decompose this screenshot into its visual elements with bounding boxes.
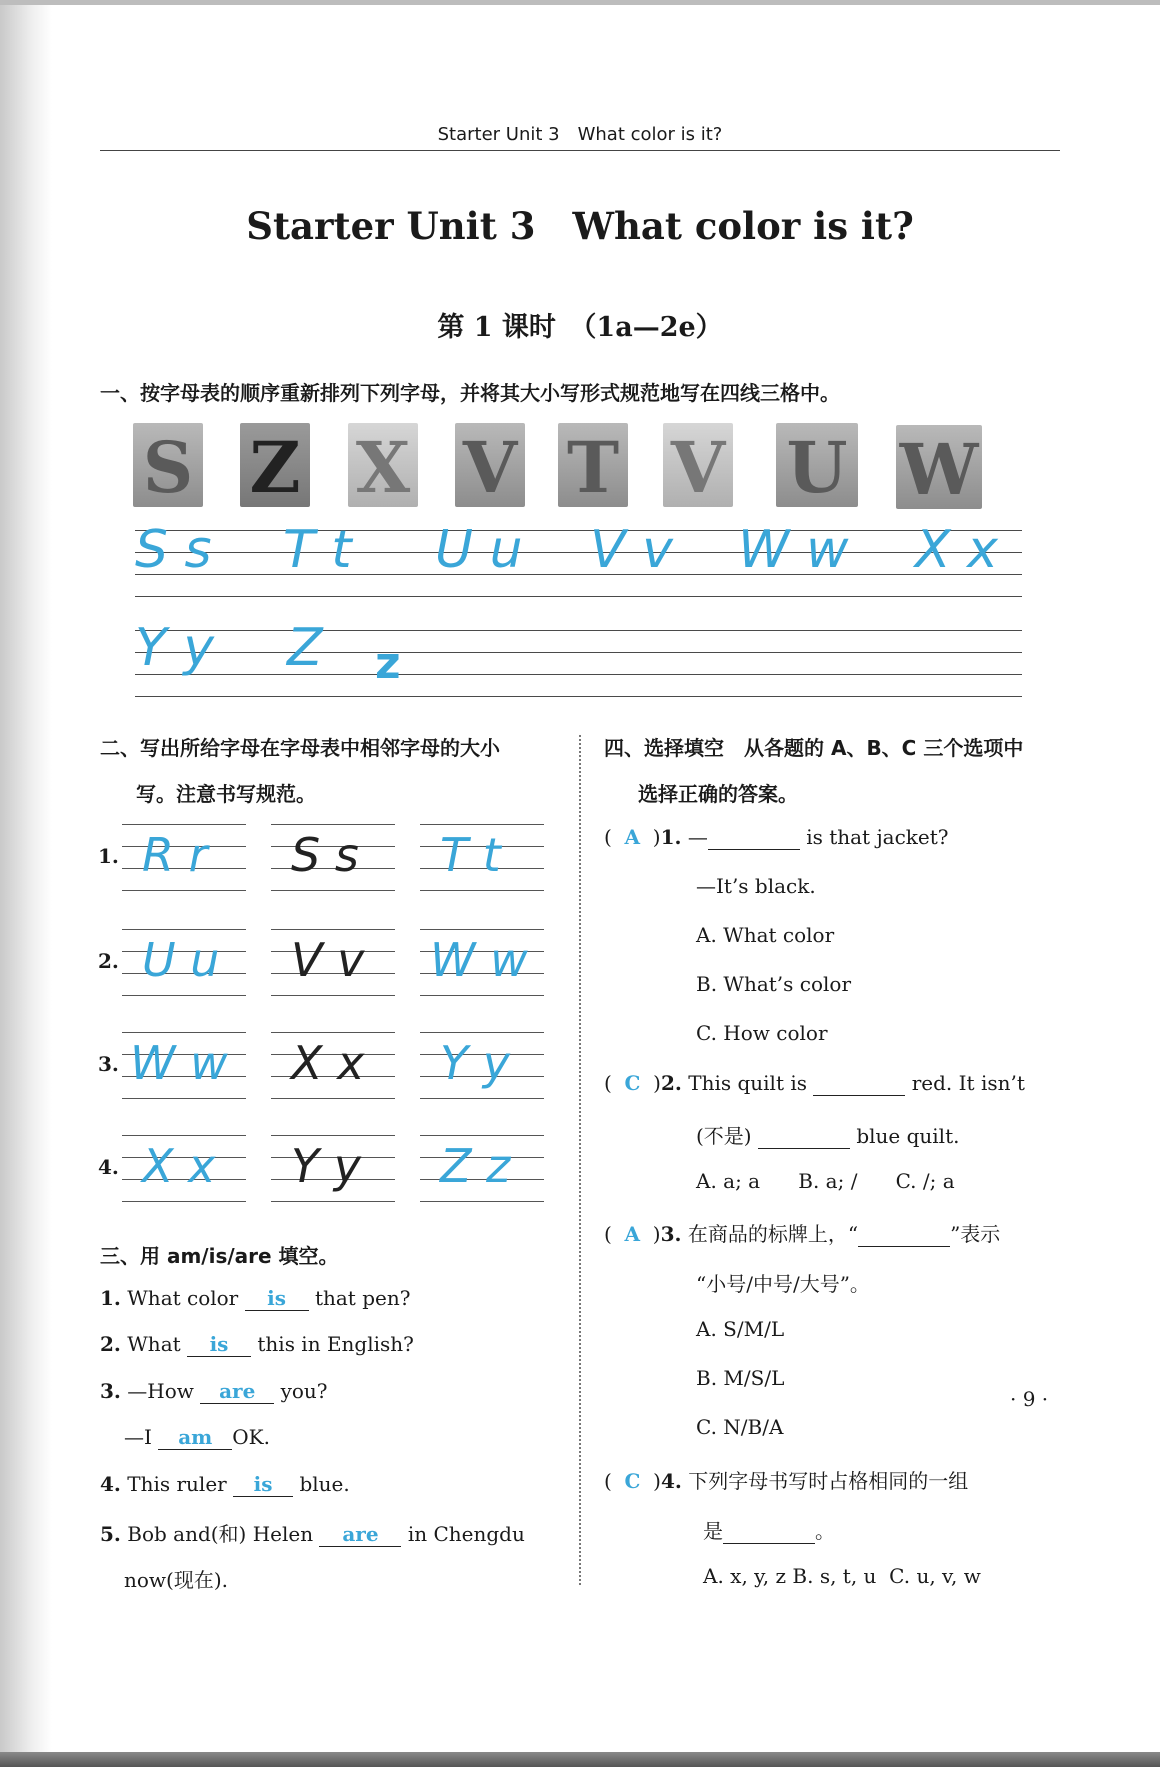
letter-cell <box>122 824 246 890</box>
mc-question-4: ( C )4. 下列字母书写时占格相同的一组 <box>604 1469 969 1493</box>
handwriting: U u <box>435 520 523 580</box>
mc-option: A. S/M/L <box>696 1317 785 1341</box>
blank <box>813 1071 905 1096</box>
handwriting: Z z <box>440 1139 511 1193</box>
handwriting: X x <box>142 1139 216 1193</box>
column-divider <box>579 735 581 1585</box>
handwriting: V v <box>590 520 673 580</box>
mc-option: A. What color <box>696 923 835 947</box>
letter-cell <box>122 929 246 995</box>
mc-line: —It’s black. <box>696 874 816 898</box>
four-line-grid-2 <box>135 618 1022 700</box>
page-edge-shadow <box>0 0 52 1767</box>
answer-blank[interactable]: are <box>200 1379 274 1404</box>
page-title: Starter Unit 3 What color is it? <box>246 204 914 248</box>
answer-choice[interactable]: C <box>624 1071 641 1095</box>
letter-cell <box>271 929 395 995</box>
mc-question-3: ( A )3. 在商品的标牌上，“ ”表示 <box>604 1222 1001 1246</box>
handwriting: X x <box>291 1036 365 1090</box>
section3-heading: 三、用 am/is/are 填空。 <box>100 1244 339 1268</box>
fill-item: 2. What is this in English? <box>100 1332 414 1356</box>
four-line-grid-1 <box>135 520 1022 600</box>
answer-choice[interactable]: A <box>624 825 641 849</box>
letter-cell <box>122 1135 246 1201</box>
mc-option: C. u, v, w <box>889 1564 981 1588</box>
fill-item-cont: now(现在). <box>124 1568 229 1592</box>
mc-option: B. What’s color <box>696 972 852 996</box>
handwriting: Y y <box>440 1036 510 1090</box>
handwriting: T t <box>440 828 501 882</box>
handwriting: S s <box>135 520 212 580</box>
mc-line: (不是) blue quilt. <box>696 1124 960 1148</box>
blank <box>723 1519 815 1544</box>
handwriting: W w <box>430 933 528 987</box>
answer-blank[interactable]: am <box>158 1425 232 1450</box>
handwriting: X x <box>915 520 998 580</box>
letter-cell <box>420 1032 544 1098</box>
handwriting: W w <box>738 520 849 580</box>
answer-choice[interactable]: A <box>624 1222 641 1246</box>
mc-option: B. s, t, u <box>792 1564 877 1588</box>
answer-blank[interactable]: is <box>187 1332 251 1357</box>
answer-blank[interactable]: are <box>319 1522 401 1547</box>
mc-option: C. /; a <box>895 1169 955 1193</box>
letter-tile: Z <box>240 423 310 507</box>
letter-cell <box>271 824 395 890</box>
blank <box>708 825 800 850</box>
handwriting: Y y <box>135 618 215 678</box>
letter-cell <box>420 929 544 995</box>
row-number: 3. <box>98 1052 119 1076</box>
handwriting: T t <box>283 520 352 580</box>
header-rule <box>100 150 1060 151</box>
top-bar <box>0 0 1160 5</box>
letter-cell <box>271 1135 395 1201</box>
letter-cell <box>420 824 544 890</box>
bottom-bar <box>0 1752 1160 1767</box>
mc-options-row <box>703 1564 981 1588</box>
section2-heading-cont: 写。注意书写规范。 <box>136 782 316 806</box>
fill-item: 3. —How are you? <box>100 1379 328 1403</box>
mc-option: B. M/S/L <box>696 1366 785 1390</box>
letter-cell <box>271 1032 395 1098</box>
section1-heading: 一、按字母表的顺序重新排列下列字母，并将其大小写形式规范地写在四线三格中。 <box>100 381 840 405</box>
fill-item: 5. Bob and(和) Helen are in Chengdu <box>100 1522 525 1546</box>
section2-heading: 二、写出所给字母在字母表中相邻字母的大小 <box>100 736 500 760</box>
handwriting: S s <box>291 828 359 882</box>
mc-option: C. How color <box>696 1021 828 1045</box>
blank <box>858 1222 950 1247</box>
letter-tile: W <box>896 425 982 509</box>
mc-option: B. a; / <box>798 1169 858 1193</box>
fill-item: 1. What color is that pen? <box>100 1286 411 1310</box>
section2-grid <box>98 824 548 1214</box>
mc-line: “小号/中号/大号”。 <box>696 1272 870 1296</box>
handwriting: V v <box>291 933 365 987</box>
answer-blank[interactable]: is <box>245 1286 309 1311</box>
fill-item: —I am OK. <box>124 1425 270 1449</box>
letter-tile: V <box>455 423 525 507</box>
handwriting: U u <box>142 933 220 987</box>
mc-option: C. N/B/A <box>696 1415 784 1439</box>
handwriting: Y y <box>291 1139 361 1193</box>
handwriting: W w <box>130 1036 228 1090</box>
blank <box>758 1124 850 1149</box>
section4-heading: 四、选择填空 从各题的 A、B、C 三个选项中 <box>604 736 1024 760</box>
mc-question-2: ( C )2. This quilt is red. It isn’t <box>604 1071 1025 1095</box>
page-number: · 9 · <box>1010 1387 1049 1411</box>
mc-line: 是 。 <box>703 1519 835 1543</box>
letter-tile: U <box>776 423 858 507</box>
section4-heading-cont: 选择正确的答案。 <box>638 782 798 806</box>
mc-question-1: ( A )1. — is that jacket? <box>604 825 949 849</box>
letter-tile: X <box>348 423 418 507</box>
handwriting: z <box>375 638 401 689</box>
running-head: Starter Unit 3 What color is it? <box>437 124 723 145</box>
mc-option: A. a; a <box>696 1169 761 1193</box>
handwriting: Z <box>287 618 323 678</box>
letter-tile: T <box>558 423 628 507</box>
lesson-title: 第 1 课时 （1a—2e） <box>437 312 723 343</box>
row-number: 2. <box>98 949 119 973</box>
answer-choice[interactable]: C <box>624 1469 641 1493</box>
mc-options-row <box>696 1169 955 1193</box>
letter-cell <box>122 1032 246 1098</box>
letter-tiles <box>133 423 993 509</box>
letter-tile: S <box>133 423 203 507</box>
row-number: 4. <box>98 1155 119 1179</box>
answer-blank[interactable]: is <box>233 1472 293 1497</box>
handwriting: R r <box>142 828 208 882</box>
row-number: 1. <box>98 844 119 868</box>
letter-cell <box>420 1135 544 1201</box>
mc-option: A. x, y, z <box>703 1564 787 1588</box>
letter-tile: V <box>663 423 733 507</box>
fill-item: 4. This ruler is blue. <box>100 1472 350 1496</box>
